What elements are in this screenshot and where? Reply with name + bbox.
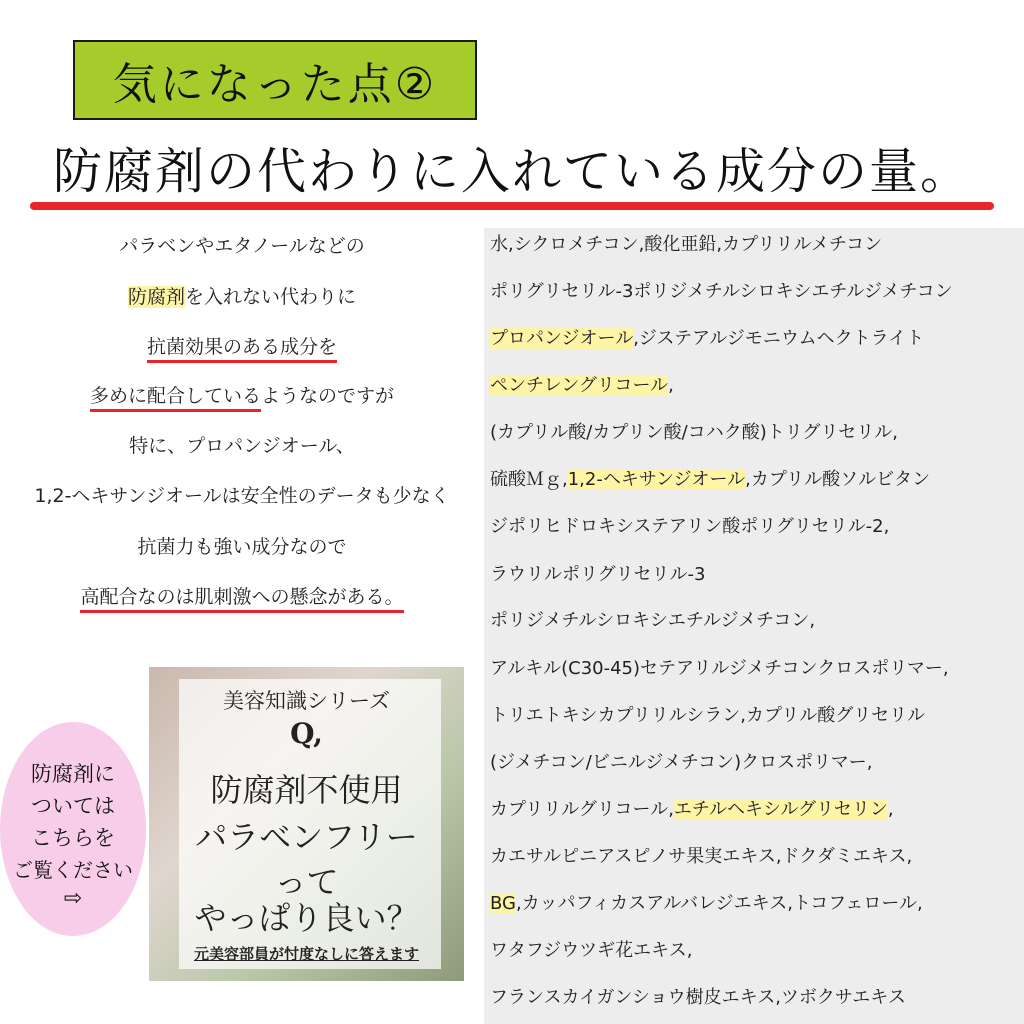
highlight-ethylhexylglycerin: エチルヘキシルグリセリン xyxy=(673,799,888,820)
underlined-high-content: 多めに配合している xyxy=(90,385,261,412)
ingredient-line-4 xyxy=(490,371,674,401)
bubble-line-4: ご覧ください xyxy=(13,858,133,882)
ingredient-line-3-rest: ,ジステアルジモニウムヘクトライト xyxy=(633,328,925,349)
left-text-line-5: 特に、プロパンジオール、 xyxy=(129,435,355,457)
ingredient-line-11: トリエトキシカプリリルシラン,カプリル酸グリセリル xyxy=(490,705,926,726)
ingredient-line-14: カエサルピニアスピノサ果実エキス,ドクダミエキス, xyxy=(490,846,913,867)
highlight-propanediol: プロパンジオール xyxy=(490,328,634,349)
section-badge-text: 気になった点② xyxy=(112,59,438,110)
left-text-line-2 xyxy=(0,282,484,312)
promo-thumbnail[interactable] xyxy=(149,667,464,981)
promo-footer: 元美容部員が忖度なしに答えます xyxy=(193,945,419,963)
ingredient-line-7: ジポリヒドロキシステアリン酸ポリグリセリル-2, xyxy=(490,516,890,537)
ingredient-line-6-pre: 硫酸Ｍｇ, xyxy=(490,469,568,490)
ingredient-line-16: ワタフジウツギ花エキス, xyxy=(490,940,693,961)
ingredient-line-8: ラウリルポリグリセリル-3 xyxy=(490,564,706,585)
ingredient-line-4-rest: , xyxy=(668,375,674,396)
left-text-line-7: 抗菌力も強い成分なので xyxy=(137,536,347,558)
ingredient-line-3 xyxy=(490,324,924,354)
ingredient-line-17: フランスカイガンショウ樹皮エキス,ツボクサエキス xyxy=(490,987,906,1008)
headline-underline xyxy=(30,202,994,210)
arrow-right-icon: ⇨ xyxy=(63,886,83,911)
highlight-preservative: 防腐剤 xyxy=(127,286,185,308)
left-text-line-6: 1,2-ヘキサンジオールは安全性のデータも少なく xyxy=(34,485,450,507)
highlight-hexanediol: 1,2-ヘキサンジオール xyxy=(567,469,746,490)
highlight-pentylene-glycol: ペンチレングリコール xyxy=(490,375,669,396)
left-text-line-2-rest: を入れない代わりに xyxy=(185,286,357,308)
bubble-line-3: こちらを xyxy=(31,826,115,850)
underlined-antibacterial: 抗菌効果のある成分を xyxy=(147,336,337,363)
ingredient-line-6 xyxy=(490,465,930,495)
section-badge xyxy=(73,40,477,120)
left-text-line-4 xyxy=(0,381,484,411)
ingredient-line-10: アルキル(C30-45)セテアリルジメチコンクロスポリマー, xyxy=(490,658,949,679)
promo-line-1: 防腐剤不使用 xyxy=(210,771,403,809)
left-text-line-1: パラベンやエタノールなどの xyxy=(119,235,365,257)
promo-q: Q, xyxy=(290,717,323,750)
promo-line-3: って xyxy=(274,863,339,901)
promo-line-4: やっぱり良い？ xyxy=(194,899,419,937)
promo-series: 美容知識シリーズ xyxy=(223,689,390,713)
bubble-line-1: 防腐剤に xyxy=(31,762,115,786)
ingredient-line-13-pre: カプリリルグリコール, xyxy=(490,799,674,820)
headline: 防腐剤の代わりに入れている成分の量。 xyxy=(52,143,971,200)
ingredient-line-13-rest: , xyxy=(887,799,894,820)
highlight-bg: BG xyxy=(490,893,516,914)
left-text-line-8 xyxy=(0,582,484,612)
promo-line-2: パラベンフリー xyxy=(195,818,418,856)
ingredient-line-15 xyxy=(490,889,923,919)
left-text-line-4-rest: ようなのですが xyxy=(261,385,395,407)
ingredient-line-2: ポリグリセリル-3ポリジメチルシロキシエチルジメチコン xyxy=(490,281,953,302)
ingredient-line-12: (ジメチコン/ビニルジメチコン)クロスポリマー, xyxy=(490,752,873,773)
ingredient-line-1: 水,シクロメチコン,酸化亜鉛,カプリリルメチコン xyxy=(490,234,883,255)
left-text-line-3 xyxy=(0,332,484,362)
ingredient-line-6-rest: ,カプリル酸ソルビタン xyxy=(745,469,931,490)
bubble-line-2: ついては xyxy=(31,794,115,818)
ingredient-line-15-rest: ,カッパフィカスアルバレジエキス,トコフェロール, xyxy=(515,893,923,914)
underlined-concern: 高配合なのは肌刺激への懸念がある。 xyxy=(80,586,403,613)
ingredient-line-9: ポリジメチルシロキシエチルジメチコン, xyxy=(490,610,816,631)
preservative-link-bubble[interactable] xyxy=(0,722,146,936)
ingredient-line-13 xyxy=(490,795,894,825)
ingredient-line-5: (カプリル酸/カプリン酸/コハク酸)トリグリセリル, xyxy=(490,422,898,443)
